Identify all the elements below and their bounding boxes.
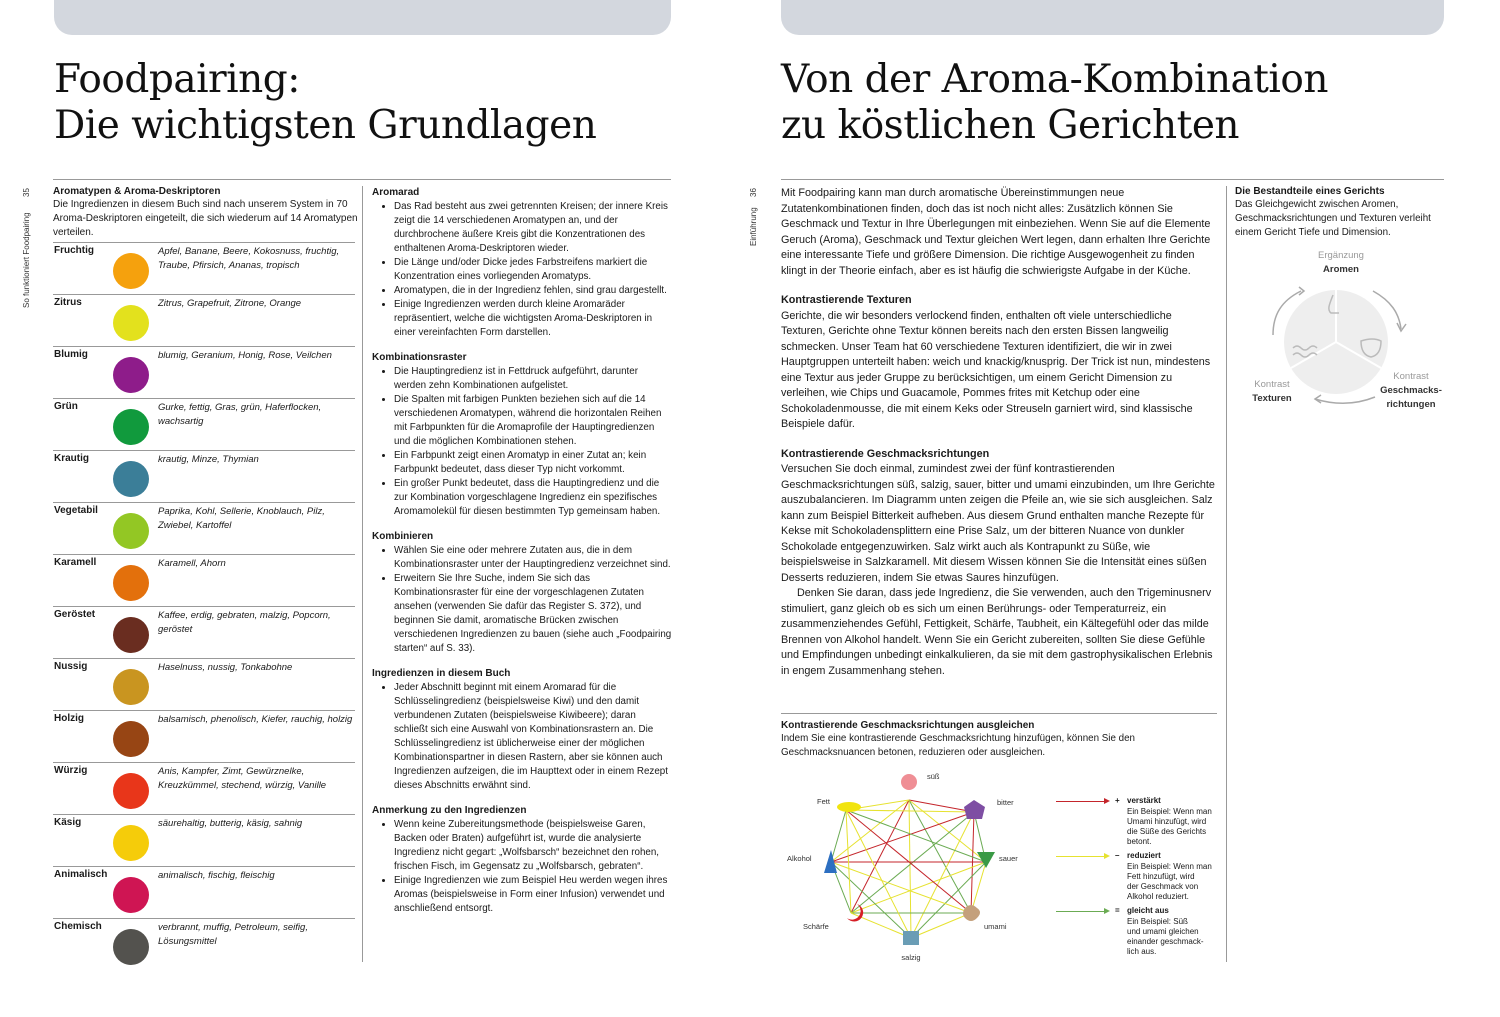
legend-description: Ein Beispiel: Wenn man Fett hinzufügt, wird der Geschmack von Alkohol reduziert.	[1127, 862, 1212, 901]
node-schaerfe: Schärfe	[803, 922, 829, 931]
info-sections	[372, 186, 672, 927]
section-heading: Kombinieren	[372, 531, 434, 542]
aroma-descriptors: Paprika, Kohl, Sellerie, Knoblauch, Pilz, Zwiebel, Kartoffel	[158, 506, 325, 531]
aroma-type-name: Karamell	[54, 557, 97, 568]
aroma-color-dot	[113, 877, 149, 913]
aroma-color-dot	[113, 513, 149, 549]
aroma-type-row	[53, 294, 355, 347]
bullet-item: • Einige Ingredienzen werden durch kleine Aromaräder repräsentiert, welche die wichtigsten Aroma-Deskriptoren in einer vereinfachten Form darstellen.	[394, 298, 672, 340]
umami-icon	[963, 905, 980, 921]
side-label: So funktioniert Foodpairing	[22, 212, 31, 308]
page-number-right: 36	[749, 188, 758, 197]
bullet-item: • Die Spalten mit farbigen Punkten beziehen sich auf die 14 verschiedenen Aromatypen, während die horizontalen Reihen mit Farbpunkten für die Aromaprofile der Hauptingredienzen und die möglichen Kombinationen stehen.	[394, 393, 672, 449]
bullet-item: • Aromatypen, die in der Ingredienz fehlen, sind grau dargestellt.	[394, 284, 672, 298]
legend-arrowhead	[1104, 853, 1110, 859]
page-number: 35	[22, 188, 31, 197]
aroma-type-name: Geröstet	[54, 609, 96, 620]
aroma-type-name: Zitrus	[54, 297, 82, 308]
aroma-type-name: Würzig	[54, 765, 88, 776]
aroma-color-dot	[113, 565, 149, 601]
node-alkohol: Alkohol	[787, 854, 812, 863]
aroma-type-name: Animalisch	[54, 869, 108, 880]
diagram-rule	[781, 713, 1217, 714]
aroma-color-dot	[113, 617, 149, 653]
aroma-type-row	[53, 866, 355, 919]
aroma-color-dot	[113, 773, 149, 809]
page-tab-right	[781, 0, 1444, 35]
aroma-type-name: Chemisch	[54, 921, 102, 932]
sidebar-heading: Die Bestandteile eines Gerichts	[1235, 186, 1385, 197]
aroma-type-row	[53, 502, 355, 555]
section-heading: Ingredienzen in diesem Buch	[372, 668, 511, 679]
legend-title: reduziert	[1127, 851, 1161, 860]
bullet-item: • Die Hauptingredienz ist in Fettdruck aufgeführt, darunter werden zehn Kombinationen aufgelistet.	[394, 365, 672, 393]
aroma-type-row	[53, 606, 355, 659]
info-section	[372, 351, 672, 519]
aroma-heading: Aromatypen & Aroma-Deskriptoren	[53, 186, 221, 197]
section-heading: Aromarad	[372, 187, 420, 198]
bullet-item: • Jeder Abschnitt beginnt mit einem Aromarad für die Schlüsselingredienz (beispielsweise Kiwi) und den damit verbundenen Zutaten (beispielsweise Kiwibeere); daran schließt sich eine Auswahl von Kombinationsrastern an. Die Schlüsselingredienz ist üblicherweise einer der möglichen Kombinationspartner in diesen Rastern, aber sie können auch Ingredienzen aufzeigen, die im Haupttext oder in einem Rezept dieses Abschnitts erwähnt sind.	[394, 681, 672, 793]
bullet-item: • Wenn keine Zubereitungsmethode (beispielsweise Garen, Backen oder Braten) aufgeführt ist, wurde die analysierte Ingredienz nicht gegart: „Wolfsbarsch“ bezeichnet den rohen, frischen Fisch, im Gegensatz zu „Wolfsbarsch, gebraten“.	[394, 818, 672, 874]
legend-arrowhead	[1104, 908, 1110, 914]
page-tab-left	[54, 0, 671, 35]
right-page	[745, 0, 1500, 1017]
aroma-type-row	[53, 398, 355, 451]
bullet-item: • Einige Ingredienzen wie zum Beispiel Heu werden wegen ihres Aromas (beispielsweise in Form einer Infusion) verwendet und anschließend entsorgt.	[394, 874, 672, 916]
bullet-item: • Wählen Sie eine oder mehrere Zutaten aus, die in dem Kombinationsraster unter der Hauptingredienz verzeichnet sind.	[394, 544, 672, 572]
legend-arrow	[1056, 801, 1106, 802]
bullet-item: • Ein Farbpunkt zeigt einen Aromatyp in einer Zutat an; kein Farbpunkt bedeutet, dass dieser Typ nicht vorkommt.	[394, 449, 672, 477]
aroma-type-name: Nussig	[54, 661, 88, 672]
sweet-icon	[901, 774, 917, 790]
dish-components-diagram	[1235, 245, 1445, 420]
header-rule	[53, 179, 671, 180]
aroma-color-dot	[113, 929, 149, 965]
aroma-color-dot	[113, 305, 149, 341]
top-grey-label: Ergänzung	[1318, 250, 1364, 261]
info-section	[372, 804, 672, 916]
bullet-list	[372, 365, 672, 519]
page-title-right: Von der Aroma-Kombination zu köstlichen Gerichten	[781, 57, 1328, 148]
tastes-paragraph-2: Denken Sie daran, dass jede Ingredienz, die Sie verwenden, auch den Trigeminusnerv stimuliert, ganz gleich ob es sich um einen Berührungs- oder Temperaturreiz, ein zusammenziehendes Gefühl, Fettigkeit, Schärfe, Taubheit, ein Kältegefühl oder das milde Brennen von Alkohol handelt. Wenn Sie ein Gericht zubereiten, sollten Sie diese Gefühle und Empfindungen unbedingt einkalkulieren, da sie mit dem gastrophysikalischen Erlebnis in engem Zusammenhang stehen.	[781, 587, 1213, 677]
bullet-item: • Ein großer Punkt bedeutet, dass die Hauptingredienz und die zur Kombination vorgeschlagene Ingredienz ein spezifisches Aromamolekül für diesen bestimmten Typ gemeinsam haben.	[394, 477, 672, 519]
aroma-type-name: Vegetabil	[54, 505, 98, 516]
aroma-descriptors: säurehaltig, butterig, käsig, sahnig	[158, 818, 303, 829]
info-section	[372, 530, 672, 656]
left-page	[0, 0, 745, 1017]
diagram-caption	[781, 720, 1217, 760]
aroma-descriptors: Zitrus, Grapefruit, Zitrone, Orange	[158, 298, 302, 309]
node-fett: Fett	[817, 797, 830, 806]
aroma-color-dot	[113, 721, 149, 757]
textures-heading: Kontrastierende Texturen	[781, 294, 912, 306]
bullet-item: • Erweitern Sie Ihre Suche, indem Sie sich das Kombinationsraster für eine der vorgeschlagenen Zutaten ansehen (verwenden Sie dafür das Register S. 372), und beginnen Sie damit, aromatische Brücken zwischen verschiedenen Ingredienzen zu bauen (siehe auch „Foodpairing starten“ auf S. 33).	[394, 572, 672, 656]
salty-icon	[903, 931, 919, 945]
legend-entry	[1048, 793, 1228, 848]
bullet-item: • Das Rad besteht aus zwei getrennten Kreisen; der innere Kreis zeigt die 14 verschiedenen Aromatypen an, und der durchbrochene äußere Kreis gibt die Konzentrationen des enthaltenen Aroma-Deskriptoren wieder.	[394, 200, 672, 256]
aroma-descriptors: Anis, Kampfer, Zimt, Gewürznelke, Kreuzkümmel, stechend, würzig, Vanille	[158, 766, 327, 791]
sidebar-text: Das Gleichgewicht zwischen Aromen, Geschmacksrichtungen und Texturen verleiht einem Gericht Tiefe und Dimension.	[1235, 199, 1431, 238]
aroma-type-name: Blumig	[54, 349, 88, 360]
node-bitter: bitter	[997, 798, 1014, 807]
aroma-type-name: Grün	[54, 401, 78, 412]
sidebar	[1235, 186, 1445, 240]
info-section	[372, 186, 672, 340]
right-bold-label-2: richtungen	[1386, 399, 1436, 410]
info-section	[372, 667, 672, 793]
left-bold-label: Texturen	[1252, 393, 1292, 404]
legend-symbol: +	[1115, 796, 1120, 805]
aroma-type-name: Krautig	[54, 453, 89, 464]
aroma-type-name: Fruchtig	[54, 245, 94, 256]
column-divider	[362, 186, 363, 962]
bullet-list	[372, 681, 672, 793]
tastes-heading: Kontrastierende Geschmacksrichtungen	[781, 447, 990, 460]
aroma-intro	[53, 186, 358, 240]
aroma-descriptors: Apfel, Banane, Beere, Kokosnuss, fruchtig, Traube, Pfirsich, Ananas, tropisch	[158, 246, 340, 271]
aroma-type-row	[53, 762, 355, 815]
aroma-type-row	[53, 346, 355, 399]
diagram-text: Indem Sie eine kontrastierende Geschmacksrichtung hinzufügen, können Sie den Geschmacksnuancen betonen, reduzieren oder ausgleichen.	[781, 733, 1135, 758]
legend-entry	[1048, 903, 1228, 958]
aroma-descriptors: verbrannt, muffig, Petroleum, seifig, Lösungsmittel	[158, 922, 308, 947]
tastes-paragraph: Versuchen Sie doch einmal, zumindest zwei der fünf kontrastierenden Geschmacksrichtungen süß, salzig, sauer, bitter und umami einzubinden, um Ihre Gerichte auszubalancieren. Im Diagramm unten zeigen die Pfeile an, wie sie sich ausgleichen. Salz kann zum Beispiel Bitterkeit aufheben. Aus diesem Grund enthalten manche Rezepte für Kekse mit Schokoladensplittern eine Prise Salz, um der bitteren Nuance von dunkler Schokolade entgegenzuwirken. Salz wirkt auch als Kontrapunkt zu Süße, wie beispielsweise in Salzkaramell. Mit diesem Wissen können Sie die Intensität eines süßen Desserts reduzieren, indem Sie etwas Saures hinzufügen.	[781, 463, 1215, 584]
aroma-descriptors: balsamisch, phenolisch, Kiefer, rauchig, holzig	[158, 714, 353, 725]
legend-arrowhead	[1104, 798, 1110, 804]
aroma-color-dot	[113, 825, 149, 861]
aroma-color-dot	[113, 409, 149, 445]
aroma-type-row	[53, 242, 355, 295]
aroma-type-row	[53, 814, 355, 867]
legend-symbol: –	[1115, 851, 1120, 860]
right-grey-label: Kontrast	[1393, 371, 1429, 382]
legend-title: verstärkt	[1127, 796, 1161, 805]
aroma-descriptors: Karamell, Ahorn	[158, 558, 226, 569]
aroma-type-name: Holzig	[54, 713, 84, 724]
aroma-type-row	[53, 554, 355, 607]
aroma-type-row	[53, 450, 355, 503]
aroma-descriptors: Gurke, fettig, Gras, grün, Haferflocken, wachsartig	[158, 402, 322, 427]
aroma-intro-text: Die Ingredienzen in diesem Buch sind nach unserem System in 70 Aroma-Deskriptoren eingeteilt, die sich wiederum auf 14 Aromatypen verteilen.	[53, 199, 358, 238]
section-heading: Kombinationsraster	[372, 352, 467, 363]
legend-arrow	[1056, 856, 1106, 857]
right-bold-label-1: Geschmacks-	[1380, 385, 1442, 396]
side-label-right: Einführung	[749, 207, 758, 246]
aroma-descriptors: Kaffee, erdig, gebraten, malzig, Popcorn, geröstet	[158, 610, 331, 635]
aroma-descriptors: blumig, Geranium, Honig, Rose, Veilchen	[158, 350, 332, 361]
bitter-icon	[964, 800, 985, 819]
node-umami: umami	[984, 922, 1007, 931]
legend-arrow	[1056, 911, 1106, 912]
aroma-color-dot	[113, 357, 149, 393]
aroma-type-row	[53, 710, 355, 763]
node-suess: süß	[927, 772, 940, 781]
arrow-bottom	[1315, 397, 1375, 403]
diagram-heading: Kontrastierende Geschmacksrichtungen ausgleichen	[781, 720, 1035, 731]
header-rule-right	[781, 179, 1444, 180]
legend-description: Ein Beispiel: Wenn man Umami hinzufügt, wird die Süße des Gerichts betont.	[1127, 807, 1212, 846]
bullet-list	[372, 818, 672, 916]
bullet-item: • Die Länge und/oder Dicke jedes Farbstreifens markiert die Konzentration eines vorliegenden Aromatyps.	[394, 256, 672, 284]
bullet-list	[372, 200, 672, 340]
main-text	[781, 186, 1217, 679]
page-title-left: Foodpairing: Die wichtigsten Grundlagen	[54, 57, 597, 148]
aroma-type-row	[53, 658, 355, 711]
fat-icon	[837, 802, 861, 812]
legend-symbol: =	[1115, 906, 1120, 915]
top-bold-label: Aromen	[1323, 264, 1359, 275]
aroma-color-dot	[113, 253, 149, 289]
textures-paragraph: Gerichte, die wir besonders verlockend finden, enthalten oft viele unterschiedliche Texturen, Gerichte ohne Textur können bereits nach den ersten Bissen langweilig schmecken. Unser Team hat 60 verschiedene Texturen identifiziert, die wir in zwei Hauptgruppen unterteilt haben: weich und knackig/knusprig. Der Trick ist nun, mindestens eine Textur aus jeder Gruppe zu berücksichtigen, um einem Gericht Dimension zu verleihen, wie Chips und Guacamole, Pommes frites mit Ketchup oder eine Schokoladenmousse, die mit einem Keks oder Streuseln garniert wird, sind klassische Beispiele dafür.	[781, 309, 1211, 430]
left-grey-label: Kontrast	[1254, 379, 1290, 390]
aroma-type-row	[53, 918, 355, 971]
node-salzig: salzig	[901, 953, 921, 962]
aroma-color-dot	[113, 461, 149, 497]
legend-title: gleicht aus	[1127, 906, 1169, 915]
legend-description: Ein Beispiel: Süß und umami gleichen einander geschmack- lich aus.	[1127, 917, 1204, 956]
bullet-list	[372, 544, 672, 656]
aroma-color-dot	[113, 669, 149, 705]
section-heading: Anmerkung zu den Ingredienzen	[372, 805, 527, 816]
aroma-type-name: Käsig	[54, 817, 82, 828]
intro-paragraph: Mit Foodpairing kann man durch aromatische Übereinstimmungen neue Zutatenkombinationen finden, doch das ist noch nicht alles: Zusätzlich können Sie Geschmack und Textur in Ihre Überlegungen mit einbeziehen. Wenn Sie auf die Elemente Geruch (Aroma), Geschmack und Textur gleichen Wert legen, dann erhalten Ihre Gerichte eine interessante Tiefe und größere Dimension. Die richtige Ausgewogenheit zu finden klingt in der Theorie einfach, aber es ist häufig die schwierigste Aufgabe in der Küche.	[781, 187, 1211, 277]
legend-entry	[1048, 848, 1228, 903]
aroma-descriptors: krautig, Minze, Thymian	[158, 454, 259, 465]
aroma-descriptors: Haselnuss, nussig, Tonkabohne	[158, 662, 293, 673]
aroma-descriptors: animalisch, fischig, fleischig	[158, 870, 275, 881]
node-sauer: sauer	[999, 854, 1018, 863]
